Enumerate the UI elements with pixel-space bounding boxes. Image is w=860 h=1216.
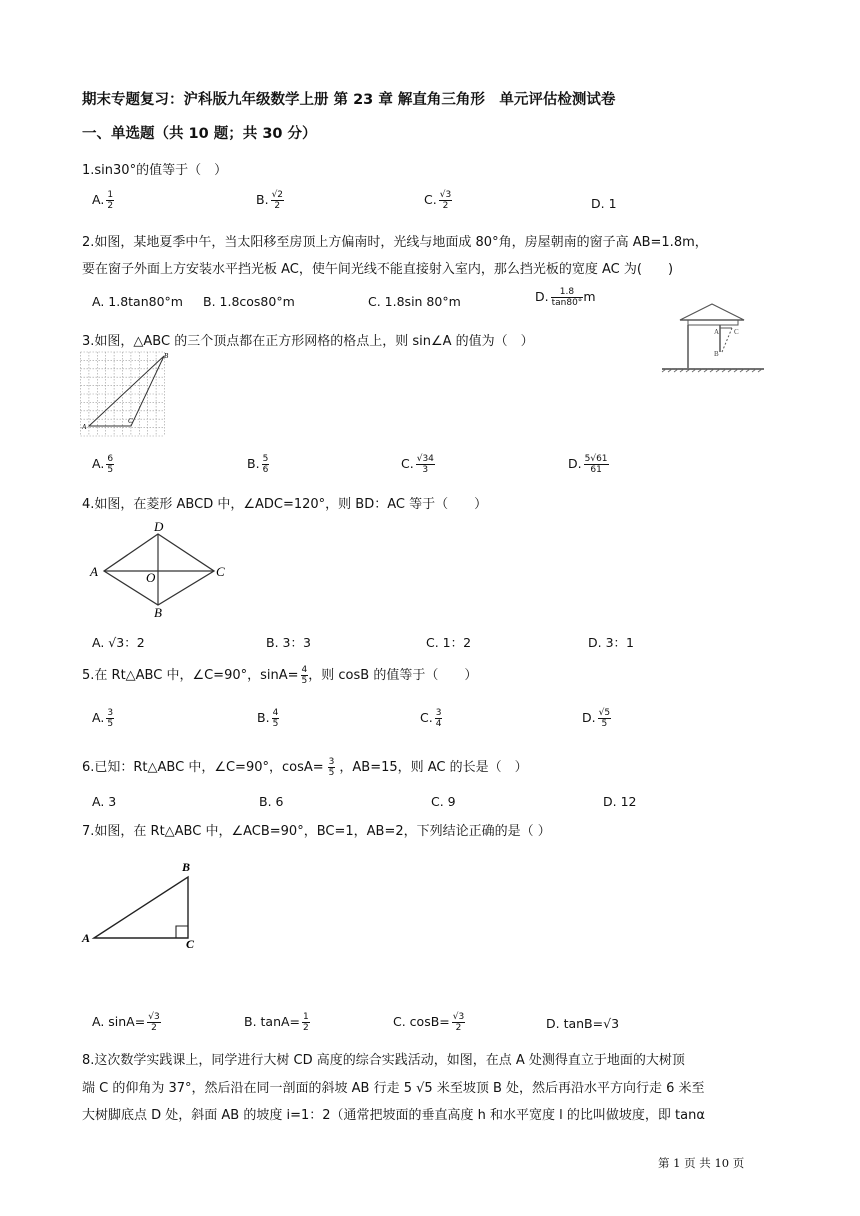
- q5-option-b[interactable]: B. $\frac{4}{5}$: [257, 708, 279, 729]
- question-4-stem: 4.如图，在菱形 ABCD 中，∠ADC=120°，则 BD：AC 等于（ ）: [82, 497, 488, 512]
- q1-option-b[interactable]: B. $\frac{√2}{2}$: [256, 190, 284, 211]
- fraction: $\frac{1}{2}$: [107, 190, 114, 211]
- page-number: 第 1 页 共 10 页: [658, 1156, 745, 1170]
- q1-option-a[interactable]: A. $\frac{1}{2}$: [92, 190, 114, 211]
- center-o-label: O: [146, 570, 156, 585]
- q5-option-a[interactable]: A. $\frac{3}{5}$: [92, 708, 114, 729]
- grid-triangle-figure: [80, 350, 176, 442]
- q6-option-d[interactable]: D. 12: [603, 794, 637, 809]
- question-5-stem: 5.在 Rt△ABC 中，∠C=90°，sinA= $\frac{4}{5}$ ，则 cosB 的值等于（ ）: [82, 665, 478, 686]
- fraction: $\frac{√2}{2}$: [271, 190, 284, 211]
- fraction: $\frac{1.8}{\tan 80^\circ}$: [551, 287, 583, 308]
- rhombus-figure: [86, 520, 236, 618]
- q6-option-a[interactable]: A. 3: [92, 794, 117, 809]
- q5-option-c[interactable]: C. $\frac{3}{4}$: [420, 708, 442, 729]
- vertex-c-label: C: [128, 417, 133, 425]
- q2-option-c[interactable]: C. 1.8sin 80°m: [368, 294, 461, 309]
- q5-option-d[interactable]: D. $\frac{√5}{5}$: [582, 708, 611, 729]
- q7-option-a[interactable]: A. sinA= $\frac{√3}{2}$: [92, 1012, 160, 1033]
- point-c-label: C: [734, 328, 739, 336]
- fraction: $\frac{5√61}{61}$: [584, 454, 608, 475]
- q2-option-a[interactable]: A. 1.8tan80°m: [92, 294, 183, 309]
- fraction: $\frac{√3}{2}$: [439, 190, 452, 211]
- document-title: 期末专题复习：沪科版九年级数学上册 第 23 章 解直角三角形 单元评估检测试卷: [82, 92, 616, 108]
- question-8-line-3: 大树脚底点 D 处，斜面 AB 的坡度 i=1：2（通常把坡面的垂直高度 h 和水平宽度 l 的比叫做坡度，即 tanα: [82, 1108, 705, 1123]
- question-1-stem: 1.sin30°的值等于（ ）: [82, 163, 228, 178]
- square-grid: [81, 352, 165, 436]
- q1-option-c[interactable]: C. $\frac{√3}{2}$: [424, 190, 452, 211]
- fraction: $\frac{4}{5}$: [272, 708, 279, 729]
- q6-option-c[interactable]: C. 9: [431, 794, 456, 809]
- q1-option-d[interactable]: D. 1: [591, 196, 617, 211]
- fraction: $\frac{6}{5}$: [107, 454, 114, 475]
- question-8-line-1: 8.这次数学实践课上，同学进行大树 CD 高度的综合实践活动，如图，在点 A 处测得直立于地面的大树顶: [82, 1053, 685, 1068]
- vertex-b-label: B: [164, 352, 169, 360]
- vertex-b-label: B: [182, 860, 191, 874]
- q2-option-d[interactable]: D. $\frac{1.8}{\tan 80^\circ}$ m: [535, 287, 596, 308]
- q7-option-d[interactable]: D. tanB=√3: [546, 1016, 620, 1031]
- question-6-stem: 6.已知：Rt△ABC 中，∠C=90°，cosA= $\frac{3}{5}$ ，AB=15，则 AC 的长是（ ）: [82, 757, 528, 778]
- vertex-a-label: A: [82, 931, 91, 945]
- question-2-line-1: 2.如图，某地夏季中午，当太阳移至房顶上方偏南时，光线与地面成 80°角，房屋朝南的窗子高 AB=1.8m，: [82, 235, 708, 250]
- point-a-label: A: [714, 328, 720, 336]
- vertex-b-label: B: [154, 605, 162, 618]
- vertex-a-label: A: [82, 423, 87, 431]
- triangle-abc: [94, 877, 188, 938]
- q4-option-b[interactable]: B. 3：3: [266, 635, 311, 650]
- question-7-stem: 7.如图，在 Rt△ABC 中，∠ACB=90°，BC=1，AB=2，下列结论正确的是（ ）: [82, 824, 551, 839]
- right-triangle-figure: [80, 855, 205, 955]
- q3-option-b[interactable]: B. $\frac{5}{6}$: [247, 454, 269, 475]
- triangle-abc: [89, 356, 164, 426]
- fraction: $\frac{3}{4}$: [435, 708, 442, 729]
- fraction: $\frac{√3}{2}$: [148, 1012, 160, 1033]
- fraction: $\frac{3}{5}$: [107, 708, 114, 729]
- section-heading: 一、单选题（共 10 题；共 30 分）: [82, 126, 317, 142]
- vertex-c-label: C: [186, 937, 195, 951]
- q6-option-b[interactable]: B. 6: [259, 794, 284, 809]
- q2-option-b[interactable]: B. 1.8cos80°m: [203, 294, 295, 309]
- q4-option-c[interactable]: C. 1：2: [426, 635, 472, 650]
- point-b-label: B: [714, 350, 719, 358]
- fraction: $\frac{√34}{3}$: [416, 454, 434, 475]
- fraction: $\frac{√3}{2}$: [452, 1012, 465, 1033]
- sunlight-ray: [722, 328, 732, 352]
- question-2-line-2: 要在窗子外面上方安装水平挡光板 AC，使午间光线不能直接射入室内，那么挡光板的宽度 AC 为( ): [82, 262, 674, 277]
- roof-shape: [680, 304, 744, 320]
- q4-option-d[interactable]: D. 3：1: [588, 635, 634, 650]
- fraction: $\frac{1}{2}$: [303, 1012, 309, 1033]
- q7-option-c[interactable]: C. cosB= $\frac{√3}{2}$: [393, 1012, 465, 1033]
- vertex-d-label: D: [154, 520, 164, 534]
- question-3-stem: 3.如图，△ABC 的三个顶点都在正方形网格的格点上，则 sin∠A 的值为（ ）: [82, 334, 534, 349]
- q3-option-d[interactable]: D. $\frac{5√61}{61}$: [568, 454, 608, 475]
- fraction: $\frac{5}{6}$: [262, 454, 269, 475]
- question-8-line-2: 端 C 的仰角为 37°，然后沿在同一剖面的斜坡 AB 行走 5 √5 米至坡顶 B 处，然后再沿水平方向行走 6 米至: [82, 1081, 705, 1096]
- q7-option-b[interactable]: B. tanA= $\frac{1}{2}$: [244, 1012, 309, 1033]
- vertex-a-label: A: [90, 564, 98, 579]
- rhombus-abcd: [104, 534, 214, 605]
- house-figure: [660, 300, 770, 380]
- q4-option-a[interactable]: A. √3：2: [92, 635, 145, 650]
- fraction: $\frac{√5}{5}$: [598, 708, 611, 729]
- q3-option-c[interactable]: C. $\frac{√34}{3}$: [401, 454, 434, 475]
- q3-option-a[interactable]: A. $\frac{6}{5}$: [92, 454, 114, 475]
- vertex-c-label: C: [216, 564, 225, 579]
